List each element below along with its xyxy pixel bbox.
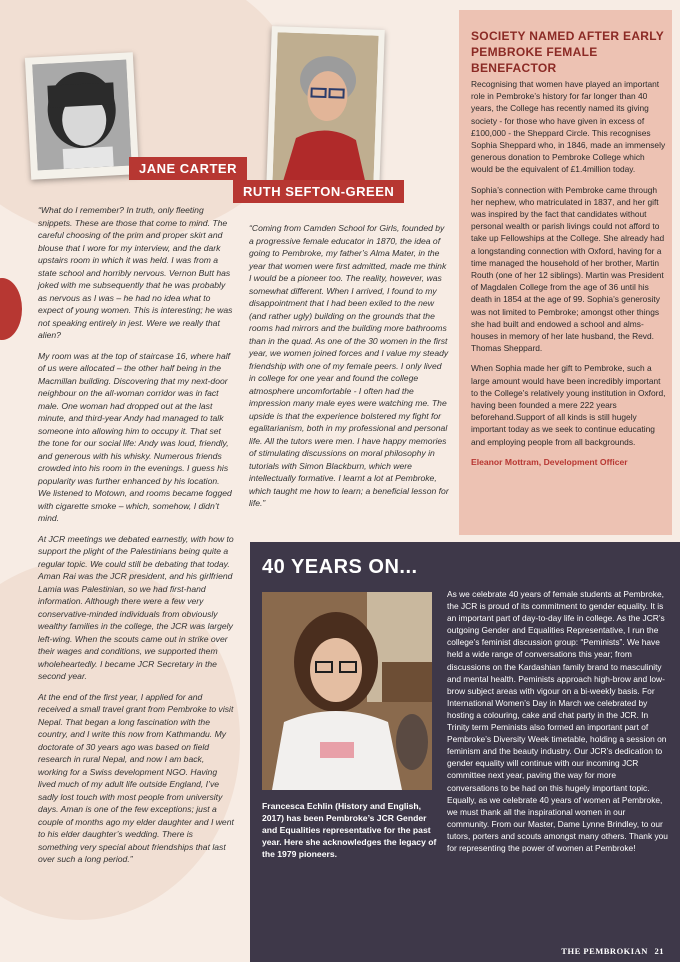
portrait-photo-color [272,32,378,186]
sidebar-paragraph: Recognising that women have played an important role in Pembroke’s history for far longer than 40 years, the College has recently named its giving society - for those who have given in excess of £100,000 - the Sheppard Circle. This recognises Sophia Sheppard who, in 1846, made an immensely generous donation to Pembroke College which would be the equivalent of £1.4million today. [471,79,666,175]
quote-paragraph: “Coming from Camden School for Girls, founded by a progressive female educator in 1870, the idea of going to Pembroke, my father’s Alma Mater, in the year that women were first admitted, made me think I would be a pioneer too. The reality, however, was somewhat different. When I arrived, I found to my disappointment that I had been exiled to the new (and rather ugly) building on the grounds that the rooms had mirrors and the building more bathrooms than in the quad. As one of the 30 women in the first year, we women joined forces and I value my steady friendship with one of my female peers. I only lived in college for one year and found the college atmosphere uncomfortable - I often had the impression many male eyes were watching me. The upside is that the experience bolstered my fight for egalitarianism, both in my professional and personal life. All the tutors were men. I have happy memories of stimulating discussions on moral philosophy in tutorials with Simon Blackburn, which were intellectually formative. I learnt a lot at Pembroke, which taught me how to learn; a beneficial lesson for life.” [249,223,449,508]
photo-caption: Francesca Echlin (History and English, 2017) has been Pembroke’s JCR Gender and Equalities representative for the past year. Here she acknowledges the legacy of the 1979 pioneers. [262,801,437,859]
portrait-photo-bw [32,60,131,171]
student-portrait-photo [262,592,432,790]
sidebar-signature: Eleanor Mottram, Development Officer [471,456,628,467]
quote-paragraph: At the end of the first year, I applied for and received a small travel grant from Pembroke to visit Nepal. That began a long fascination with the country, and I write this now from Kathmandu. My doctorate of 30 years ago was based on field research in rural Nepal, and now I am back, working for a Swiss development NGO. Having lived much of my adult life outside England, I’ve sadly lost touch with most people from university days. Aman is one of the few exceptions; just a couple of months ago my elder daughter and I went to his elder daughter’s wedding. There is something very special about friendships that last over such a long period.” [38,691,234,864]
jane-name-tag: JANE CARTER [129,157,247,180]
sidebar-body [471,78,666,476]
ruth-quote [249,222,449,518]
sidebar-paragraph: Sophia’s connection with Pembroke came through her nephew, who matriculated in 1837, and her gift was inspired by the fact that candidates without personal wealth or parish livings could not afford to take up Fellowships at the College. She already had a longstanding connection with Oxford, having for a time managed the household of her brother, Martin Routh (one of her 12 siblings). Martin was President of Magdalen College from the age of 36 until his death in 1854 at the age of 99. Sophia’s generosity was not limited to Pembroke; amongst other things she had built and endowed a school and alms-houses in memory of her late husband, the Revd. Thomas Sheppard. [471,184,665,354]
quote-paragraph: My room was at the top of staircase 16, where half of us were allocated – the other half being in the Macmillan building. Discovering that my next-door neighbour on the all-woman corridor was in fact male. One woman had dropped out at the last minute, and third-year Andy had managed to talk someone into allowing him to occupy it. That set the tone for our social life: Andy was loud, friendly, and generous with his whisky. Numerous friends crowded into his room in the evenings. I guess his popularity was further enhanced by his location. We listened to Motown, and rooms became fogged with cigarette smoke – which, somehow, I didn’t mind. [38,350,232,523]
page-edge-tab [0,278,22,340]
jane-quote [38,204,234,874]
publication-name: THE PEMBROKIAN [561,946,648,956]
panel-body: As we celebrate 40 years of female students at Pembroke, the JCR is proud of its commitment to gender equality. It is an important part of day-to-day life in college. As the JCR’s outgoing Gender and Equalities Representative, I run the college’s feminist discussion group: “Peminists”. We have held a wide range of conversations this year; from discussions on the Kardashian family brand to masculinity and mental health. Peminists approach high-brow and low-brow subject areas with vigour on a bi-weekly basis. For International Women’s Day in March we celebrated by hosting a colouring, cake and chat party in the JCR. In Trinity term Peminists also formed an important part of Pembroke’s Diversity Week timetable, holding a session on feminism and the beauty industry. Our JCR’s dedication to gender equality will continue with our incoming JCR committee next year, paving the way for more conversations to be had on this hugely important topic. Equally, as we celebrate 40 years of women at Pembroke, we must thank all the inspirational women in our community. From our Master, Dame Lynne Brindley, to our tutors, porters and scouts amongst many others. Thank you for representing the power of women at Pembroke! [447,589,668,853]
benefactor-sidebar [459,10,672,535]
sidebar-title: SOCIETY NAMED AFTER EARLY PEMBROKE FEMALE BENEFACTOR [471,29,664,75]
panel-title: 40 YEARS ON... [262,556,418,578]
page-number: 21 [654,946,664,956]
ruth-name-tag: RUTH SEFTON-GREEN [233,180,404,203]
ruth-photo-frame [266,26,385,193]
quote-paragraph: “What do I remember? In truth, only fleeting snippets. These are those that come to mind. The careful choosing of the prim and proper skirt and blouse that I wore for my interview, and the dark upstairs room in which it was held. I was from a state school and horribly nervous. Vernon Butt has joked with me subsequently that he was probably as nervous as I was – he had no idea what to expect of young women. This is interesting; he was not speaking entirely in jest. Were we really that alien? [38,205,233,340]
quote-paragraph: At JCR meetings we debated earnestly, with how to support the plight of the Palestinians being quite a regular topic. We could still be debating that today. Aman Rai was the JCR president, and his girlfriend Lamia was Palestinian, so we had first-hand information. Although there were a few very conservative-minded individuals from obviously wealthy families in the college, the JCR was largely left-wing. When the scouts came out in strike over their wages and conditions, we supported them wholeheartedly. I became JCR Secretary in the second year. [38,533,234,681]
forty-years-panel [250,542,680,962]
sidebar-paragraph: When Sophia made her gift to Pembroke, such a large amount would have been incredibly important to the College’s relatively young institution in Oxford, having been founded a mere 222 years beforehand.Support of all kinds is still hugely important today as we seek to continue educating and employing people from all backgrounds. [471,363,666,447]
page-footer [561,946,664,956]
jane-photo-frame [25,52,139,179]
